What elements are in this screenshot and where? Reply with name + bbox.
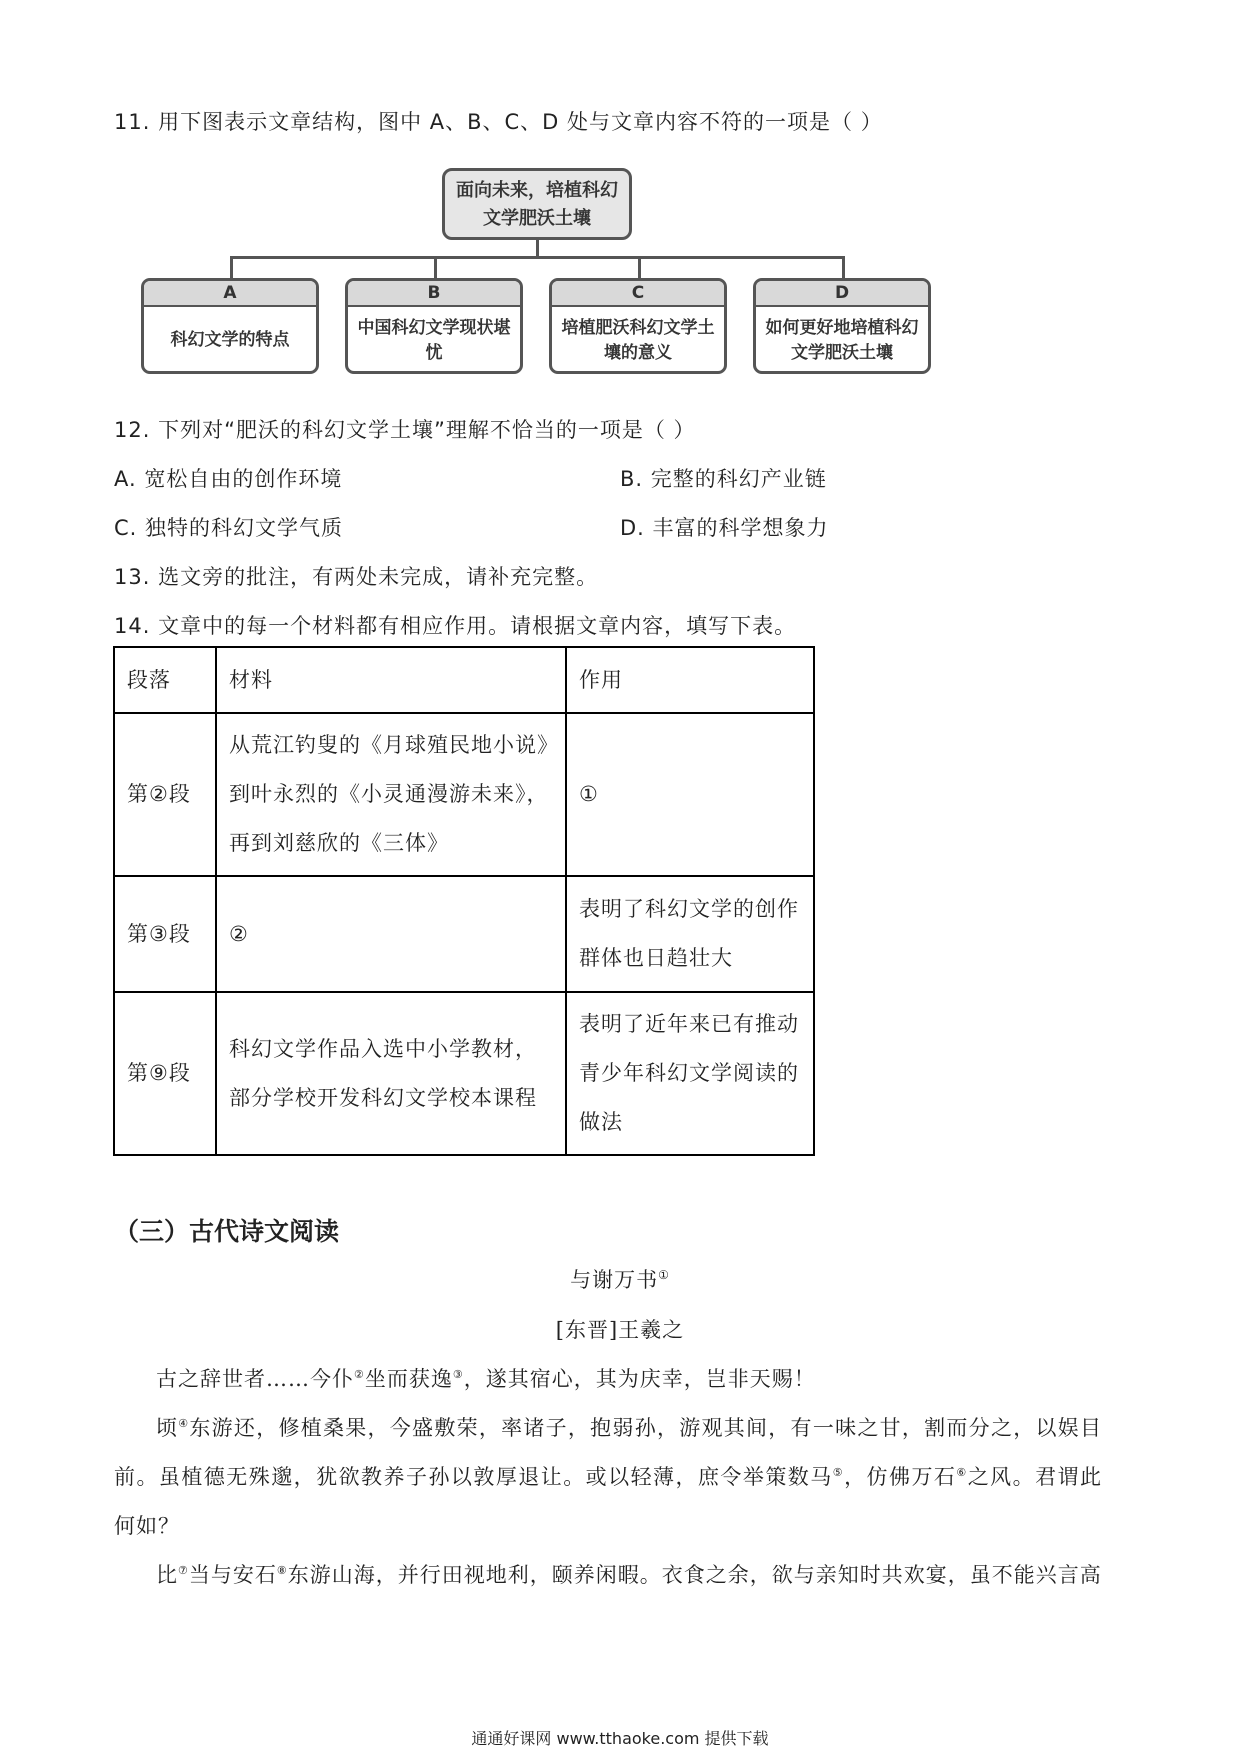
poem-paragraph-1 [114, 1355, 1102, 1404]
section-heading: （三）古代诗文阅读 [114, 1217, 340, 1246]
p2-text-c: ，仿佛万石 [844, 1465, 957, 1489]
box-a-letter: A [144, 281, 316, 307]
poem-paragraph-3 [114, 1551, 1102, 1600]
connector-a [230, 256, 233, 278]
poem-title-text: 与谢万书 [570, 1268, 659, 1292]
p2-text-b: 东游还，修植桑果，今盛敷荣，率诸子，抱弱孙，游观其间，有一味之甘，割而分之，以娱目前。虽植德无殊邈，犹欲教养子孙以敦厚退让。或以轻薄，庶令举策数马 [114, 1416, 1102, 1489]
q12-option-a: A. 宽松自由的创作环境 [114, 467, 343, 491]
p1-note-1: ② [354, 1368, 365, 1381]
p1-note-2: ③ [452, 1368, 464, 1381]
row3-effect: 表明了近年来已有推动青少年科幻文学阅读的做法 [566, 992, 814, 1155]
box-b-letter: B [348, 281, 520, 307]
poem-author: [东晋]王羲之 [555, 1318, 685, 1342]
question-12: 12. 下列对“肥沃的科幻文学土壤”理解不恰当的一项是（ ） [114, 418, 696, 442]
diagram-root-line1: 面向未来，培植科幻 [456, 180, 618, 201]
diagram-box-b [345, 278, 523, 374]
row1-material: 从荒江钓叟的《月球殖民地小说》到叶永烈的《小灵通漫游未来》，再到刘慈欣的《三体》 [216, 713, 566, 876]
connector-d [842, 256, 845, 278]
diagram-box-c [549, 278, 727, 374]
table-row [114, 876, 814, 992]
connector-horizontal [230, 256, 844, 259]
poem-title [0, 1264, 1240, 1294]
q12-option-b: B. 完整的科幻产业链 [620, 467, 827, 491]
row2-material: ② [216, 876, 566, 992]
question-14: 14. 文章中的每一个材料都有相应作用。请根据文章内容，填写下表。 [114, 614, 797, 638]
box-d-text: 如何更好地培植科幻文学肥沃土壤 [765, 317, 919, 363]
diagram-root-line2: 文学肥沃土壤 [483, 208, 591, 229]
row1-paragraph: 第②段 [114, 713, 216, 876]
header-material: 材料 [216, 647, 566, 713]
connector-trunk [536, 240, 539, 257]
p2-text-d: 之风。君谓此何如？ [114, 1465, 1103, 1538]
table-header-row [114, 647, 814, 713]
box-a-text: 科幻文学的特点 [170, 330, 290, 350]
box-c-letter: C [552, 281, 724, 307]
poem-title-note: ① [658, 1268, 670, 1282]
p1-text-b: 坐而获逸 [364, 1367, 453, 1391]
p2-text-a: 顷 [156, 1416, 179, 1440]
row2-paragraph: 第③段 [114, 876, 216, 992]
p2-note-3: ⑥ [956, 1466, 968, 1479]
p2-note-1: ④ [178, 1417, 190, 1430]
box-d-letter: D [756, 281, 928, 307]
p3-text-a: 比 [156, 1563, 178, 1587]
q12-option-c: C. 独特的科幻文学气质 [114, 516, 344, 540]
material-table [113, 646, 815, 1156]
structure-diagram [0, 0, 1240, 400]
p3-note-1: ⑦ [178, 1564, 189, 1577]
p1-text-c: ，遂其宿心，其为庆幸，岂非天赐！ [463, 1367, 816, 1391]
table-row [114, 713, 814, 876]
connector-c [638, 256, 641, 278]
box-c-text: 培植肥沃科幻文学土壤的意义 [561, 317, 715, 363]
header-paragraph: 段落 [114, 647, 216, 713]
p1-text-a: 古之辞世者……今仆 [156, 1367, 354, 1391]
connector-b [434, 256, 437, 278]
q12-option-d: D. 丰富的科学想象力 [620, 516, 829, 540]
page-footer: 通通好课网 www.tthaoke.com 提供下载 [471, 1729, 769, 1748]
row3-material: 科幻文学作品入选中小学教材，部分学校开发科幻文学校本课程 [216, 992, 566, 1155]
table-row [114, 992, 814, 1155]
row2-effect: 表明了科幻文学的创作群体也日趋壮大 [566, 876, 814, 992]
p3-note-2: ⑧ [276, 1564, 288, 1577]
header-effect: 作用 [566, 647, 814, 713]
question-11: 11. 用下图表示文章结构，图中 A、B、C、D 处与文章内容不符的一项是（ ） [114, 110, 883, 134]
question-13: 13. 选文旁的批注，有两处未完成，请补充完整。 [114, 565, 599, 589]
p2-note-2: ⑤ [832, 1466, 845, 1479]
diagram-box-d [753, 278, 931, 374]
p3-text-b: 当与安石 [188, 1563, 277, 1587]
box-b-text: 中国科幻文学现状堪忧 [357, 317, 511, 363]
row3-paragraph: 第⑨段 [114, 992, 216, 1155]
poem-paragraph-2 [114, 1404, 1102, 1551]
diagram-box-a [141, 278, 319, 374]
row1-effect: ① [566, 713, 814, 876]
diagram-root-box [442, 168, 632, 240]
p3-text-c: 东游山海，并行田视地利，颐养闲暇。衣食之余，欲与亲知时共欢宴，虽不能兴言高 [287, 1563, 1102, 1587]
